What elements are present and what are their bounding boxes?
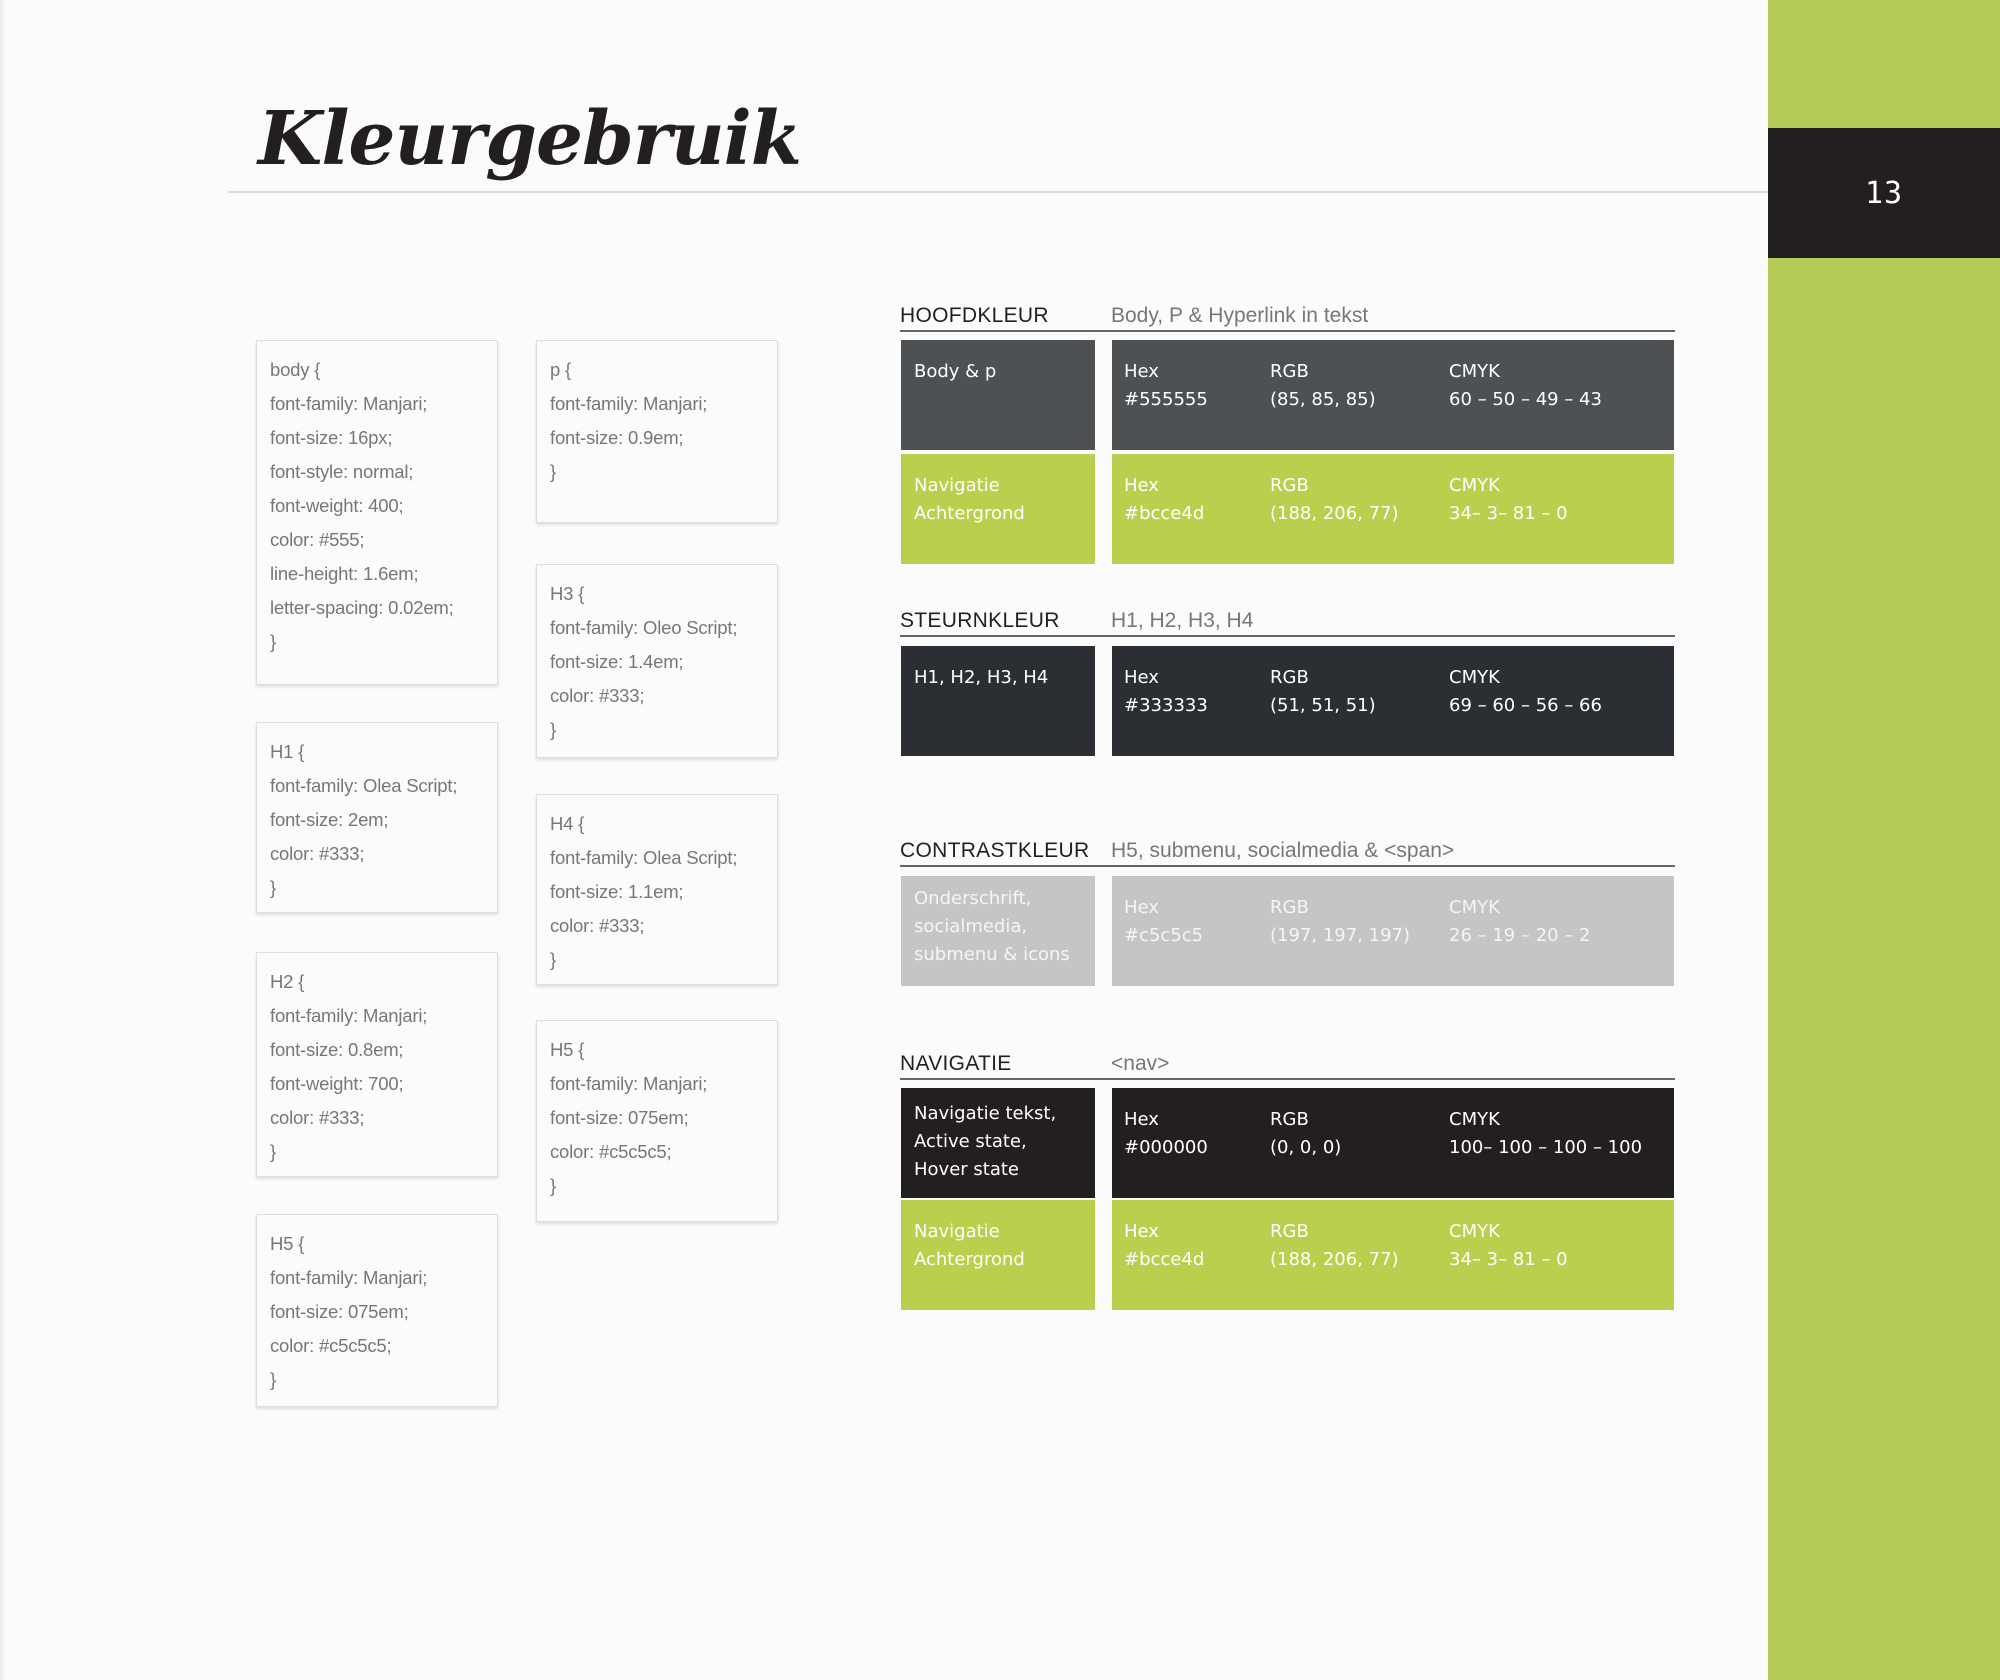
swatch-name-navigatie-tekst xyxy=(901,1088,1095,1198)
css-block-body xyxy=(256,340,498,685)
section-header-navigatie xyxy=(900,1046,1675,1080)
swatch-name-line: Navigatie xyxy=(914,475,1000,496)
code-line: } xyxy=(550,461,556,482)
section-description: H1, H2, H3, H4 xyxy=(1111,609,1254,632)
section-description: Body, P & Hyperlink in tekst xyxy=(1111,304,1369,327)
code-line: line-height: 1.6em; xyxy=(270,563,419,584)
swatch-name-line: Achtergrond xyxy=(914,503,1025,524)
section-description: H5, submenu, socialmedia & <span> xyxy=(1111,839,1455,862)
hex-value: Hex #bcce4d xyxy=(1124,475,1205,524)
code-line: font-size: 2em; xyxy=(270,809,389,830)
code-line: font-family: Olea Script; xyxy=(270,775,458,796)
swatch-name-line: socialmedia, xyxy=(914,916,1028,937)
hex-value: Hex #000000 xyxy=(1124,1109,1208,1158)
code-line: H1 { xyxy=(270,741,305,762)
section-header-contrastkleur xyxy=(900,833,1675,867)
code-line: } xyxy=(550,1175,556,1196)
code-line: } xyxy=(550,949,556,970)
rgb-value: RGB (85, 85, 85) xyxy=(1270,361,1376,410)
code-line: font-family: Olea Script; xyxy=(550,847,738,868)
code-line: font-weight: 700; xyxy=(270,1073,404,1094)
code-line: H5 { xyxy=(550,1039,585,1060)
cmyk-value: CMYK 34– 3– 81 – 0 xyxy=(1449,1221,1568,1270)
css-block-h3 xyxy=(536,564,778,758)
swatch-values-onderschrift xyxy=(1112,876,1674,986)
rgb-value: RGB (188, 206, 77) xyxy=(1270,1221,1399,1270)
css-block-h5-left xyxy=(256,1214,498,1407)
rgb-value: RGB (197, 197, 197) xyxy=(1270,897,1411,946)
code-line: color: #333; xyxy=(270,1107,365,1128)
section-header-hoofdkleur xyxy=(900,298,1675,332)
code-line: color: #555; xyxy=(270,529,365,550)
rgb-value: RGB (0, 0, 0) xyxy=(1270,1109,1342,1158)
section-label: CONTRASTKLEUR xyxy=(900,839,1090,862)
code-line: font-size: 0.8em; xyxy=(270,1039,404,1060)
code-line: p { xyxy=(550,359,572,380)
cmyk-value: CMYK 100– 100 – 100 – 100 xyxy=(1449,1109,1643,1158)
code-line: body { xyxy=(270,359,321,380)
swatch-name-headings xyxy=(901,646,1095,756)
code-line: font-size: 1.1em; xyxy=(550,881,684,902)
code-line: color: #c5c5c5; xyxy=(550,1141,672,1162)
cmyk-value: CMYK 26 – 19 – 20 – 2 xyxy=(1449,897,1591,946)
code-line: } xyxy=(270,1369,276,1390)
code-line: font-style: normal; xyxy=(270,461,414,482)
swatch-name-line: Onderschrift, xyxy=(914,888,1032,909)
swatch-values-headings xyxy=(1112,646,1674,756)
swatch-name-onderschrift xyxy=(901,876,1095,986)
swatch-name-line: Active state, xyxy=(914,1131,1027,1152)
page-number: 13 xyxy=(1864,175,1904,211)
code-line: font-size: 16px; xyxy=(270,427,393,448)
css-block-h5-right xyxy=(536,1020,778,1222)
code-line: } xyxy=(550,719,556,740)
cmyk-value: CMYK 69 – 60 – 56 – 66 xyxy=(1449,667,1602,716)
swatch-values-navigatie-achtergrond xyxy=(1112,454,1674,564)
code-line: H2 { xyxy=(270,971,305,992)
section-description: <nav> xyxy=(1111,1052,1170,1075)
code-line: font-family: Oleo Script; xyxy=(550,617,738,638)
swatch-name-line: Hover state xyxy=(914,1159,1019,1180)
section-label: HOOFDKLEUR xyxy=(900,304,1049,327)
code-line: color: #333; xyxy=(270,843,365,864)
css-block-h1 xyxy=(256,722,498,913)
rgb-value: RGB (51, 51, 51) xyxy=(1270,667,1376,716)
code-line: font-size: 075em; xyxy=(270,1301,409,1322)
hex-value: Hex #bcce4d xyxy=(1124,1221,1205,1270)
hex-value: Hex #333333 xyxy=(1124,667,1208,716)
code-line: } xyxy=(270,877,276,898)
code-line: color: #333; xyxy=(550,685,645,706)
code-line: font-size: 075em; xyxy=(550,1107,689,1128)
swatch-name-navigatie-achtergrond xyxy=(901,454,1095,564)
swatch-name-line: Navigatie xyxy=(914,1221,1000,1242)
code-line: font-family: Manjari; xyxy=(270,393,428,414)
code-line: font-family: Manjari; xyxy=(270,1267,428,1288)
code-line: font-size: 0.9em; xyxy=(550,427,684,448)
code-line: font-weight: 400; xyxy=(270,495,404,516)
cmyk-value: CMYK 34– 3– 81 – 0 xyxy=(1449,475,1568,524)
section-label: STEURNKLEUR xyxy=(900,609,1060,632)
page-title: Kleurgebruik xyxy=(258,96,802,182)
cmyk-value: CMYK 60 – 50 – 49 – 43 xyxy=(1449,361,1602,410)
swatch-name-line: Navigatie tekst, xyxy=(914,1103,1057,1124)
swatch-name-body xyxy=(901,340,1095,450)
code-line: font-family: Manjari; xyxy=(550,1073,708,1094)
code-line: letter-spacing: 0.02em; xyxy=(270,597,454,618)
code-line: } xyxy=(270,1141,276,1162)
page-number-tab xyxy=(1768,128,2000,258)
section-label: NAVIGATIE xyxy=(900,1052,1012,1075)
swatch-values-body xyxy=(1112,340,1674,450)
code-line: font-family: Manjari; xyxy=(270,1005,428,1026)
code-line: H4 { xyxy=(550,813,585,834)
swatch-values-navigatie-tekst xyxy=(1112,1088,1674,1198)
section-header-steurnkleur xyxy=(900,603,1675,637)
swatch-name-line: Body & p xyxy=(914,361,997,382)
hex-value: Hex #c5c5c5 xyxy=(1124,897,1204,946)
hex-value: Hex #555555 xyxy=(1124,361,1208,410)
swatch-name-line: Achtergrond xyxy=(914,1249,1025,1270)
css-block-h4 xyxy=(536,794,778,985)
swatch-values-navigatie-achtergrond-2 xyxy=(1112,1200,1674,1310)
code-line: } xyxy=(270,631,276,652)
swatch-name-navigatie-achtergrond-2 xyxy=(901,1200,1095,1310)
css-block-p xyxy=(536,340,778,523)
code-line: font-size: 1.4em; xyxy=(550,651,684,672)
code-line: font-family: Manjari; xyxy=(550,393,708,414)
code-line: H5 { xyxy=(270,1233,305,1254)
code-line: H3 { xyxy=(550,583,585,604)
css-block-h2 xyxy=(256,952,498,1177)
swatch-name-line: submenu & icons xyxy=(914,944,1070,965)
page-edge-shadow xyxy=(0,0,6,1680)
title-divider xyxy=(228,191,1768,193)
rgb-value: RGB (188, 206, 77) xyxy=(1270,475,1399,524)
code-line: color: #c5c5c5; xyxy=(270,1335,392,1356)
swatch-name-line: H1, H2, H3, H4 xyxy=(914,667,1049,688)
code-line: color: #333; xyxy=(550,915,645,936)
